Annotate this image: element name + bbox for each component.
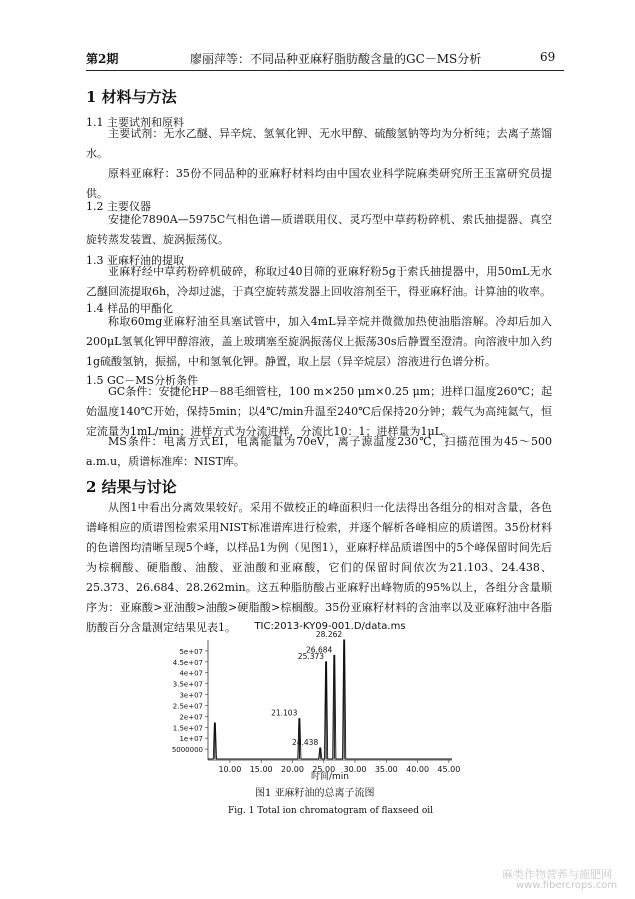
section-1-3-para-1: 亚麻籽经中草药粉碎机破碎，称取过40目筛的亚麻籽粉5g于索氏抽提器中，用50mL无水乙醚回流提取6h，冷却过滤，于真空旋转蒸发器上回收溶剂至干，得亚麻籽油。计算油的收率。 <box>86 265 552 298</box>
y-tick-label: 3.5e+07 <box>172 680 203 689</box>
x-tick-label: 45.00 <box>437 765 461 774</box>
x-tick-label: 40.00 <box>406 765 430 774</box>
section-2-para-1: 从图1中看出分离效果较好。采用不做校正的峰面积归一化法得出各组分的相对含量，各色谱峰相应的质谱图检索采用NIST标准谱库进行检索，并逐个解析各峰相应的质谱图。35份材料的色谱图均清晰呈现5个峰，以样品1为例（见图1），亚麻籽样品质谱图中的5个峰保留时间先后为棕榈酸、硬脂酸、油酸、亚油酸和亚麻酸，它们的保留时间依次为21.103、24.438、25.373、26.684、28.262min。这五种脂肪酸占亚麻籽出峰物质的95%以上，各组分含量顺序为：亚麻酸>亚油酸>油酸>硬脂酸>棕榈酸。35份亚麻籽材料的含油率以及亚麻籽油中各脂肪酸百分含量测定结果见表1。 <box>86 501 552 634</box>
section-1-5-para-2: MS条件：电离方式EI，电离能量为70eV，离子源温度230℃，扫描范围为45～500 a.m.u，质谱标准库：NIST库。 <box>86 435 552 468</box>
issue-number: 第2期 <box>86 52 119 66</box>
peak-label: 26.684 <box>306 645 333 655</box>
x-tick-label: 35.00 <box>374 765 398 774</box>
y-tick-label: 5e+07 <box>179 647 203 656</box>
section-1-1-para-2: 原料亚麻籽：35份不同品种的亚麻籽材料均由中国农业科学院麻类研究所王玉富研究员提供。 <box>86 167 552 200</box>
y-tick-label: 1.5e+07 <box>172 724 203 733</box>
y-tick-label: 5000000 <box>171 746 203 755</box>
section-1-title: 1 材料与方法 <box>86 88 177 106</box>
watermark-site-url: www.fibercrops.com <box>516 880 618 891</box>
header-rule <box>86 70 564 71</box>
section-1-2-para-1: 安捷伦7890A—5975C气相色谱—质谱联用仪、灵巧型中草药粉碎机、索氏抽提器、真空旋转蒸发装置、旋涡振荡仪。 <box>86 213 552 246</box>
running-title: 廖丽萍等：不同品种亚麻籽脂肪酸含量的GC－MS分析 <box>190 52 482 66</box>
x-tick-label: 25.00 <box>312 765 336 774</box>
y-tick-label: 4e+07 <box>179 669 203 678</box>
chart-trace <box>208 640 452 759</box>
peak-label: 25.373 <box>297 651 325 661</box>
watermark-site-name: 麻类作物营养与施肥网 <box>502 868 612 881</box>
y-tick-label: 1e+07 <box>179 735 203 744</box>
chart-peak-labels <box>271 630 342 747</box>
tic-chromatogram <box>0 600 635 800</box>
y-tick-label: 2e+07 <box>179 713 203 722</box>
peak-label: 28.262 <box>315 630 343 639</box>
section-1-1-para-1: 主要试剂：无水乙醚、异辛烷、氢氧化钾、无水甲醇、硫酸氢钠等均为分析纯；去离子蒸馏水。 <box>86 127 552 160</box>
section-1-5-para-1: GC条件：安捷伦HP－88毛细管柱，100 m×250 μm×0.25 μm；进样口温度260℃；起始温度140℃开始，保持5min；以4℃/min升温至240℃后保持20分钟；载气为高纯氦气，恒定流量为1mL/min；进样方式为分流进样，分流比10：1；进样量为1μL。 <box>86 385 552 438</box>
chart-title: TIC:2013-KY09-001.D/data.ms <box>254 621 406 632</box>
section-1-4-para-1: 称取60mg亚麻籽油至具塞试管中，加入4mL异辛烷并微微加热使油脂溶解。冷却后加入200μL氢氧化钾甲醇溶液，盖上玻璃塞至旋涡振荡仪上振荡30s后静置至澄清。向溶液中加入约1g硫酸氢钠，振摇，中和氢氧化钾。静置，取上层（异辛烷层）溶液进行色谱分析。 <box>86 315 552 368</box>
section-1-3-title: 1.3 亚麻籽油的提取 <box>86 254 184 267</box>
x-tick-label: 15.00 <box>249 765 273 774</box>
x-axis-label: 时间/min <box>310 772 350 782</box>
section-1-2-title: 1.2 主要仪器 <box>86 200 151 213</box>
y-tick-label: 3e+07 <box>179 691 203 700</box>
figure-caption-en: Fig. 1 Total ion chromatogram of flaxseed oil <box>228 806 434 816</box>
tic-trace-line <box>208 640 452 759</box>
x-tick-label: 10.00 <box>218 765 242 774</box>
y-tick-label: 2.5e+07 <box>172 702 203 711</box>
section-1-4-title: 1.4 样品的甲酯化 <box>86 302 173 315</box>
peak-label: 24.438 <box>291 738 319 747</box>
section-2-title: 2 结果与讨论 <box>86 478 177 496</box>
x-tick-label: 20.00 <box>281 765 304 774</box>
x-tick-label: 30.00 <box>343 765 367 774</box>
y-tick-label: 4.5e+07 <box>172 658 203 667</box>
figure-caption-cn: 图1 亚麻籽油的总离子流图 <box>255 788 375 799</box>
page-number: 69 <box>540 50 556 64</box>
section-1-5-title: 1.5 GC－MS分析条件 <box>86 374 198 387</box>
chart-y-ticks <box>172 648 208 754</box>
section-1-1-title: 1.1 主要试剂和原料 <box>86 116 184 129</box>
chart-axes <box>208 640 452 760</box>
peak-label: 21.103 <box>271 708 298 718</box>
